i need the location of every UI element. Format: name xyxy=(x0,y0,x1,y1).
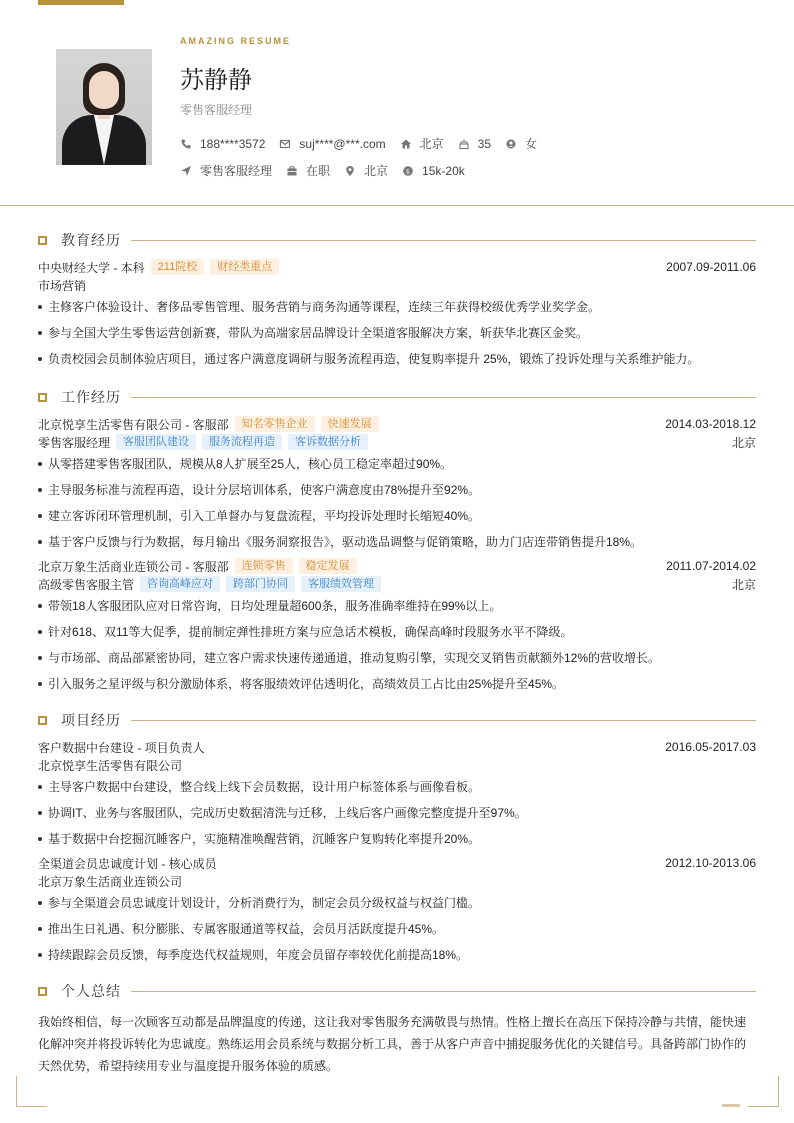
project-entry xyxy=(38,738,756,852)
page-dash-decoration xyxy=(722,1104,740,1107)
education-header xyxy=(38,230,756,250)
education-major: 市场营销 xyxy=(38,278,87,293)
hometown-text: 北京 xyxy=(419,137,444,151)
company-name: 北京万象生活商业连锁公司 - 客服部 xyxy=(38,559,229,574)
location-icon xyxy=(344,165,356,177)
list-item: 引入服务之星评级与积分激励体系，将客服绩效评估透明化，高绩效员工占比由25%提升至45%。 xyxy=(38,671,756,697)
intent-row xyxy=(180,162,479,179)
age-item xyxy=(458,137,491,151)
work-city: 北京 xyxy=(731,577,756,592)
work-role: 高级零售客服主管 xyxy=(38,577,135,592)
work-title: 工作经历 xyxy=(61,389,121,405)
city-item xyxy=(344,162,388,179)
list-item: 主修客户体验设计、奢侈品零售管理、服务营销与商务沟通等课程，连续三年获得校级优秀学业奖学金。 xyxy=(38,294,756,320)
work-role: 零售客服经理 xyxy=(38,435,111,450)
candidate-name: 苏静静 xyxy=(180,67,252,94)
list-item: 参与全国大学生零售运营创新赛，带队为高端家居品牌设计全渠道客服解决方案，斩获华北赛区金奖。 xyxy=(38,320,756,346)
list-item: 协调IT、业务与客服团队，完成历史数据清洗与迁移，上线后客户画像完整度提升至97%。 xyxy=(38,800,756,826)
phone-item xyxy=(180,137,265,151)
role-tag: 客服绩效管理 xyxy=(301,576,381,592)
home-icon xyxy=(400,138,412,150)
section-divider xyxy=(131,240,756,241)
role-tag: 服务流程再造 xyxy=(202,434,282,450)
brand-label: AMAZING RESUME xyxy=(180,36,291,46)
list-item: 与市场部、商品部紧密协同，建立客户需求快速传递通道，推动复购引擎，实现交叉销售贡献额外12%的营收增长。 xyxy=(38,645,756,671)
briefcase-icon xyxy=(286,165,298,177)
section-square-icon xyxy=(38,987,47,996)
gender-item xyxy=(505,135,537,152)
project-date: 2016.05-2017.03 xyxy=(665,740,756,754)
role-tag: 跨部门协同 xyxy=(226,576,295,592)
list-item: 基于客户反馈与行为数据，每月输出《服务洞察报告》，驱动选品调整与促销策略，助力门店连带销售提升18%。 xyxy=(38,529,756,555)
project-bullets xyxy=(38,890,756,968)
section-divider xyxy=(131,720,756,721)
role-tag: 客诉数据分析 xyxy=(288,434,368,450)
profile-photo xyxy=(56,49,152,165)
work-bullets xyxy=(38,451,756,555)
work-date: 2011.07-2014.02 xyxy=(666,559,756,573)
summary-section xyxy=(38,981,756,1077)
projects-header xyxy=(38,710,756,730)
list-item: 针对618、双11等大促季，提前制定弹性排班方案与应急话术模板，确保高峰时段服务水平不降级。 xyxy=(38,619,756,645)
gender-text: 女 xyxy=(525,137,538,151)
salary-text: 15k-20k xyxy=(422,163,465,178)
list-item: 从零搭建零售客服团队，规模从8人扩展至25人，核心员工稳定率超过90%。 xyxy=(38,451,756,477)
role-tag: 客服团队建设 xyxy=(116,434,196,450)
project-name: 客户数据中台建设 - 项目负责人 xyxy=(38,740,205,755)
list-item: 主导服务标准与流程再造，设计分层培训体系，使客户满意度由78%提升至92%。 xyxy=(38,477,756,503)
projects-title: 项目经历 xyxy=(61,712,121,728)
work-date: 2014.03-2018.12 xyxy=(665,417,756,431)
email-text: suj****@***.com xyxy=(299,136,386,151)
salary-item xyxy=(402,164,465,178)
project-name: 全渠道会员忠诚度计划 - 核心成员 xyxy=(38,856,217,871)
project-org: 北京万象生活商业连锁公司 xyxy=(38,874,183,889)
list-item: 带领18人客服团队应对日常咨询，日均处理量超600条，服务准确率维持在99%以上。 xyxy=(38,593,756,619)
list-item: 参与全渠道会员忠诚度计划设计，分析消费行为，制定会员分级权益与权益门槛。 xyxy=(38,890,756,916)
gender-icon xyxy=(505,138,517,150)
phone-icon xyxy=(180,138,192,150)
school-tag: 211院校 xyxy=(151,259,205,275)
section-square-icon xyxy=(38,236,47,245)
projects-section xyxy=(38,710,756,968)
section-square-icon xyxy=(38,716,47,725)
list-item: 负责校园会员制体验店项目，通过客户满意度调研与服务流程再造，使复购率提升 25%，锻炼了投诉处理与关系维护能力。 xyxy=(38,346,756,372)
school-name: 中央财经大学 - 本科 xyxy=(38,260,145,275)
hometown-item xyxy=(400,135,444,152)
svg-text:$: $ xyxy=(405,166,411,175)
education-title: 教育经历 xyxy=(61,232,121,248)
work-bullets xyxy=(38,593,756,697)
company-tag: 知名零售企业 xyxy=(235,416,315,432)
section-divider xyxy=(131,991,756,992)
list-item: 基于数据中台挖掘沉睡客户，实施精准唤醒营销，沉睡客户复购转化率提升20%。 xyxy=(38,826,756,852)
email-item xyxy=(279,137,385,151)
work-header xyxy=(38,387,756,407)
school-tag: 财经类重点 xyxy=(210,259,279,275)
section-divider xyxy=(131,397,756,398)
money-icon xyxy=(402,165,414,177)
section-square-icon xyxy=(38,393,47,402)
target-job-item xyxy=(180,162,272,179)
work-section xyxy=(38,387,756,697)
education-entry xyxy=(38,258,756,372)
project-entry xyxy=(38,854,756,968)
list-item: 持续跟踪会员反馈，每季度迭代权益规则，年度会员留存率较优化前提高18%。 xyxy=(38,942,756,968)
work-entry xyxy=(38,557,756,697)
education-date: 2007.09-2011.06 xyxy=(666,260,756,274)
education-bullets xyxy=(38,294,756,372)
phone-text: 188****3572 xyxy=(200,136,266,151)
work-city: 北京 xyxy=(731,435,756,450)
education-section xyxy=(38,230,756,372)
work-entry xyxy=(38,415,756,555)
corner-decoration xyxy=(16,1076,47,1107)
project-org: 北京悦享生活零售有限公司 xyxy=(38,758,183,773)
contact-row xyxy=(180,135,551,152)
company-tag: 连锁零售 xyxy=(235,558,293,574)
cake-icon xyxy=(458,138,470,150)
candidate-job-title: 零售客服经理 xyxy=(180,103,253,117)
resume-header xyxy=(0,0,794,206)
list-item: 建立客诉闭环管理机制，引入工单督办与复盘流程，平均投诉处理时长缩短40%。 xyxy=(38,503,756,529)
company-tag: 稳定发展 xyxy=(299,558,357,574)
age-text: 35 xyxy=(477,136,491,151)
list-item: 主导客户数据中台建设，整合线上线下会员数据，设计用户标签体系与画像看板。 xyxy=(38,774,756,800)
project-bullets xyxy=(38,774,756,852)
company-name: 北京悦享生活零售有限公司 - 客服部 xyxy=(38,417,229,432)
target-job-text: 零售客服经理 xyxy=(200,164,273,178)
list-item: 推出生日礼遇、积分膨胀、专属客服通道等权益，会员月活跃度提升45%。 xyxy=(38,916,756,942)
summary-title: 个人总结 xyxy=(61,983,121,999)
corner-decoration xyxy=(748,1076,779,1107)
company-tag: 快速发展 xyxy=(321,416,379,432)
city-text: 北京 xyxy=(364,164,389,178)
summary-text: 我始终相信，每一次顾客互动都是品牌温度的传递，这让我对零售服务充满敬畏与热情。性格上擅长在高压下保持冷静与共情，能快速化解冲突并将投诉转化为忠诚度。熟练运用会员系统与数据分析工具，善于从客户声音中捕捉服务优化的关键信号。具备跨部门协作的天然优势，希望持续用专业与温度提升服务体验的质感。 xyxy=(38,1015,747,1073)
project-date: 2012.10-2013.06 xyxy=(665,856,756,870)
role-tag: 咨询高峰应对 xyxy=(140,576,220,592)
status-item xyxy=(286,162,330,179)
summary-header xyxy=(38,981,756,1001)
send-icon xyxy=(180,165,192,177)
status-text: 在职 xyxy=(306,164,331,178)
mail-icon xyxy=(279,138,291,150)
